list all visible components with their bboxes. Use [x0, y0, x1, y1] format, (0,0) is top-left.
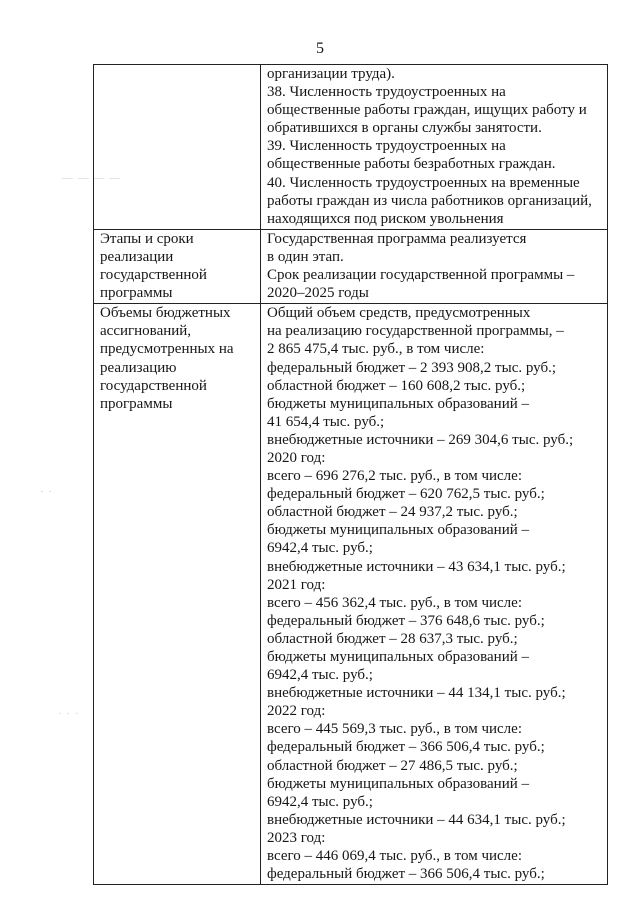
content-line: общественные работы граждан, ищущих работу и	[267, 102, 587, 119]
content-line: федеральный бюджет – 376 648,6 тыс. руб.;	[267, 612, 545, 629]
content-line: 6942,4 тыс. руб.;	[267, 540, 373, 557]
table-cell-label	[94, 65, 261, 230]
content-line: бюджеты муниципальных образований –	[267, 649, 530, 665]
row-label-stages: Этапы и сроки реализации государственной программы	[100, 230, 207, 302]
content-line: 6942,4 тыс. руб.;	[267, 667, 373, 684]
content-line: бюджеты муниципальных образований –	[267, 522, 530, 539]
table-cell-label	[94, 229, 261, 303]
content-line: общественные работы безработных граждан.	[267, 156, 556, 173]
table-row	[94, 65, 608, 230]
table-row	[94, 229, 608, 303]
content-line: внебюджетные источники – 43 634,1 тыс. руб.;	[267, 558, 566, 575]
content-line: 40. Численность трудоустроенных на временные	[267, 174, 580, 191]
content-line: областной бюджет – 160 608,2 тыс. руб.;	[267, 377, 526, 394]
content-line: 2023 год:	[267, 829, 326, 846]
table-cell-label	[94, 304, 261, 885]
content-line: Срок реализации государственной программы –	[267, 267, 575, 284]
content-line: федеральный бюджет – 620 762,5 тыс. руб.;	[267, 486, 545, 503]
content-line: внебюджетные источники – 269 304,6 тыс. руб.;	[267, 431, 574, 448]
content-line: всего – 456 362,4 тыс. руб., в том числе:	[267, 594, 522, 611]
content-line: федеральный бюджет – 2 393 908,2 тыс. руб.;	[267, 359, 556, 376]
content-line: обратившихся в органы службы занятости.	[267, 120, 542, 137]
content-line: всего – 696 276,2 тыс. руб., в том числе:	[267, 468, 522, 485]
content-line: 2020 год:	[267, 449, 326, 466]
content-line: находящихся под риском увольнения	[267, 210, 504, 227]
content-line: всего – 445 569,3 тыс. руб., в том числе:	[267, 721, 522, 738]
content-line: 6942,4 тыс. руб.;	[267, 793, 373, 810]
content-line: организации труда).	[267, 66, 395, 82]
content-line: областной бюджет – 27 486,5 тыс. руб.;	[267, 757, 518, 774]
table-cell-content	[261, 65, 608, 230]
content-line: 2 865 475,4 тыс. руб., в том числе:	[267, 341, 485, 358]
content-line: всего – 446 069,4 тыс. руб., в том числе:	[267, 848, 522, 865]
scan-artifact: · ·	[40, 486, 54, 498]
scan-artifact: · · ·	[58, 708, 80, 720]
content-line: Государственная программа реализуется	[267, 230, 527, 247]
content-line: 41 654,4 тыс. руб.;	[267, 413, 385, 430]
content-line: работы граждан из числа работников организаций,	[267, 192, 592, 209]
table-row	[94, 304, 608, 885]
content-line: 39. Численность трудоустроенных на	[267, 138, 506, 155]
content-line: 2020–2025 годы	[267, 285, 369, 302]
content-line: внебюджетные источники – 44 634,1 тыс. руб.;	[267, 811, 566, 828]
content-line: Общий объем средств, предусмотренных	[267, 305, 531, 322]
content-line: федеральный бюджет – 366 506,4 тыс. руб.;	[267, 739, 545, 756]
content-line: бюджеты муниципальных образований –	[267, 395, 530, 412]
content-line: областной бюджет – 28 637,3 тыс. руб.;	[267, 630, 518, 647]
content-line: областной бюджет – 24 937,2 тыс. руб.;	[267, 504, 518, 521]
row-label-budget: Объемы бюджетных ассигнований, предусмотренных на реализацию государственной программы	[100, 305, 234, 412]
scan-artifact: — — — —	[62, 172, 122, 184]
program-passport-table	[93, 64, 608, 885]
table-cell-content	[261, 229, 608, 303]
content-line: 2021 год:	[267, 576, 326, 593]
content-line: 38. Численность трудоустроенных на	[267, 84, 506, 101]
content-line: бюджеты муниципальных образований –	[267, 775, 530, 792]
content-line: в один этап.	[267, 248, 344, 265]
content-line: федеральный бюджет – 366 506,4 тыс. руб.;	[267, 866, 545, 883]
content-line: на реализацию государственной программы, –	[267, 323, 564, 340]
content-line: 2022 год:	[267, 703, 326, 720]
table-cell-content	[261, 304, 608, 885]
content-line: внебюджетные источники – 44 134,1 тыс. руб.;	[267, 685, 566, 702]
page-number: 5	[316, 40, 324, 57]
